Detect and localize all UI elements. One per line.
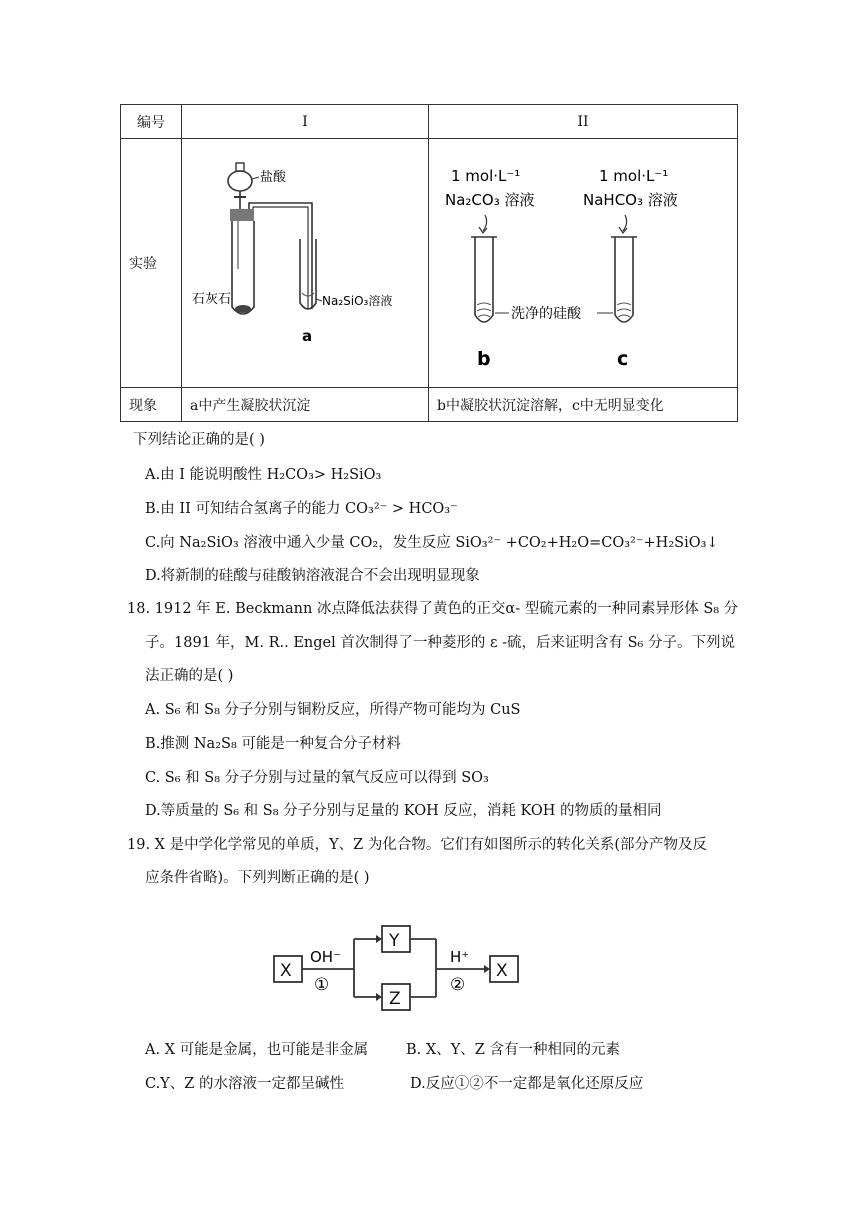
phenomenon-2: b中凝胶状沉淀溶解，c中无明显变化 — [429, 388, 738, 422]
label-tube-c: c — [617, 348, 629, 370]
label-step-1: ① — [314, 975, 330, 995]
label-hydrochloric-acid: 盐酸 — [260, 170, 287, 185]
q17-stem: 下列结论正确的是( ) — [133, 432, 265, 448]
label-conc-left: 1 mol·L⁻¹ — [451, 167, 521, 185]
label-conc-right: 1 mol·L⁻¹ — [599, 167, 669, 185]
q17-option-b: B.由 II 可知结合氢离子的能力 CO₃²⁻ > HCO₃⁻ — [145, 501, 458, 517]
funnel-bulb-icon — [228, 171, 252, 191]
label-solution-right: NaHCO₃ 溶液 — [583, 191, 678, 209]
label-washed-silicic-acid: 洗净的硅酸 — [511, 306, 581, 322]
label-tube-a: a — [302, 327, 313, 345]
q18-option-a: A. S₆ 和 S₈ 分子分别与铜粉反应，所得产物可能均为 CuS — [145, 702, 521, 718]
q17-option-a: A.由 I 能说明酸性 H₂CO₃> H₂SiO₃ — [145, 467, 382, 483]
figure-cell-1 — [182, 139, 429, 388]
reaction-tube-icon — [232, 221, 254, 314]
q19-line-1: 19. X 是中学化学常见的单质，Y、Z 为化合物。它们有如图所示的转化关系(部分产物及反 — [127, 837, 708, 853]
row-label-phenomenon: 现象 — [121, 388, 182, 422]
q17-option-d: D.将新制的硅酸与硅酸钠溶液混合不会出现明显现象 — [145, 568, 480, 584]
header-experiment-1: I — [182, 105, 429, 139]
table-experiment-row — [121, 139, 738, 388]
label-limestone: 石灰石 — [192, 292, 232, 307]
table-phenomenon-row — [121, 388, 738, 422]
phenomenon-1: a中产生凝胶状沉淀 — [182, 388, 429, 422]
limestone-icon — [235, 305, 251, 313]
q19-line-2: 应条件省略)。下列判断正确的是( ) — [145, 870, 370, 886]
label-y: Y — [389, 931, 400, 951]
experiment-table — [120, 104, 738, 422]
label-solution-left: Na₂CO₃ 溶液 — [445, 191, 535, 209]
q18-option-c: C. S₆ 和 S₈ 分子分别与过量的氧气反应可以得到 SO₃ — [145, 770, 489, 786]
label-condition-1: OH⁻ — [310, 948, 342, 966]
table-header-row — [121, 105, 738, 139]
q18-option-d: D.等质量的 S₆ 和 S₈ 分子分别与足量的 KOH 反应，消耗 KOH 的物质的量相同 — [145, 803, 662, 819]
label-tube-b: b — [477, 348, 491, 370]
label-condition-2: H⁺ — [450, 948, 470, 966]
label-x-left: X — [280, 961, 292, 981]
tube-stopper-icon — [230, 209, 254, 221]
label-sodium-silicate: Na₂SiO₃溶液 — [322, 294, 393, 308]
apparatus-figure-bc — [429, 139, 737, 383]
q19-option-c: C.Y、Z 的水溶液一定都呈碱性 — [145, 1076, 344, 1092]
label-z: Z — [389, 989, 401, 1009]
apparatus-figure-a — [182, 139, 428, 383]
q19-option-b: B. X、Y、Z 含有一种相同的元素 — [406, 1042, 620, 1058]
label-step-2: ② — [450, 975, 466, 995]
q18-line-1: 18. 1912 年 E. Beckmann 冰点降低法获得了黄色的正交α- 型硫元素的一种同素异形体 S₈ 分 — [127, 601, 739, 617]
header-number: 编号 — [121, 105, 182, 139]
q19-option-a: A. X 可能是金属，也可能是非金属 — [145, 1042, 369, 1058]
conversion-diagram — [268, 916, 530, 1020]
funnel-stopper-icon — [236, 163, 244, 171]
q19-option-d: D.反应①②不一定都是氧化还原反应 — [410, 1076, 644, 1092]
header-experiment-2: II — [429, 105, 738, 139]
q18-line-3: 法正确的是( ) — [145, 668, 234, 684]
figure-cell-2 — [429, 139, 738, 388]
q18-line-2: 子。1891 年，M. R.. Engel 首次制得了一种菱形的 ε -硫，后来证明含有 S₆ 分子。下列说 — [145, 635, 735, 651]
q17-option-c: C.向 Na₂SiO₃ 溶液中通入少量 CO₂，发生反应 SiO₃²⁻ +CO₂+H₂O=CO₃²⁻+H₂SiO₃↓ — [145, 535, 719, 551]
row-label-experiment: 实验 — [121, 139, 182, 388]
label-x-right: X — [496, 961, 508, 981]
q18-option-b: B.推测 Na₂S₈ 可能是一种复合分子材料 — [145, 736, 401, 752]
